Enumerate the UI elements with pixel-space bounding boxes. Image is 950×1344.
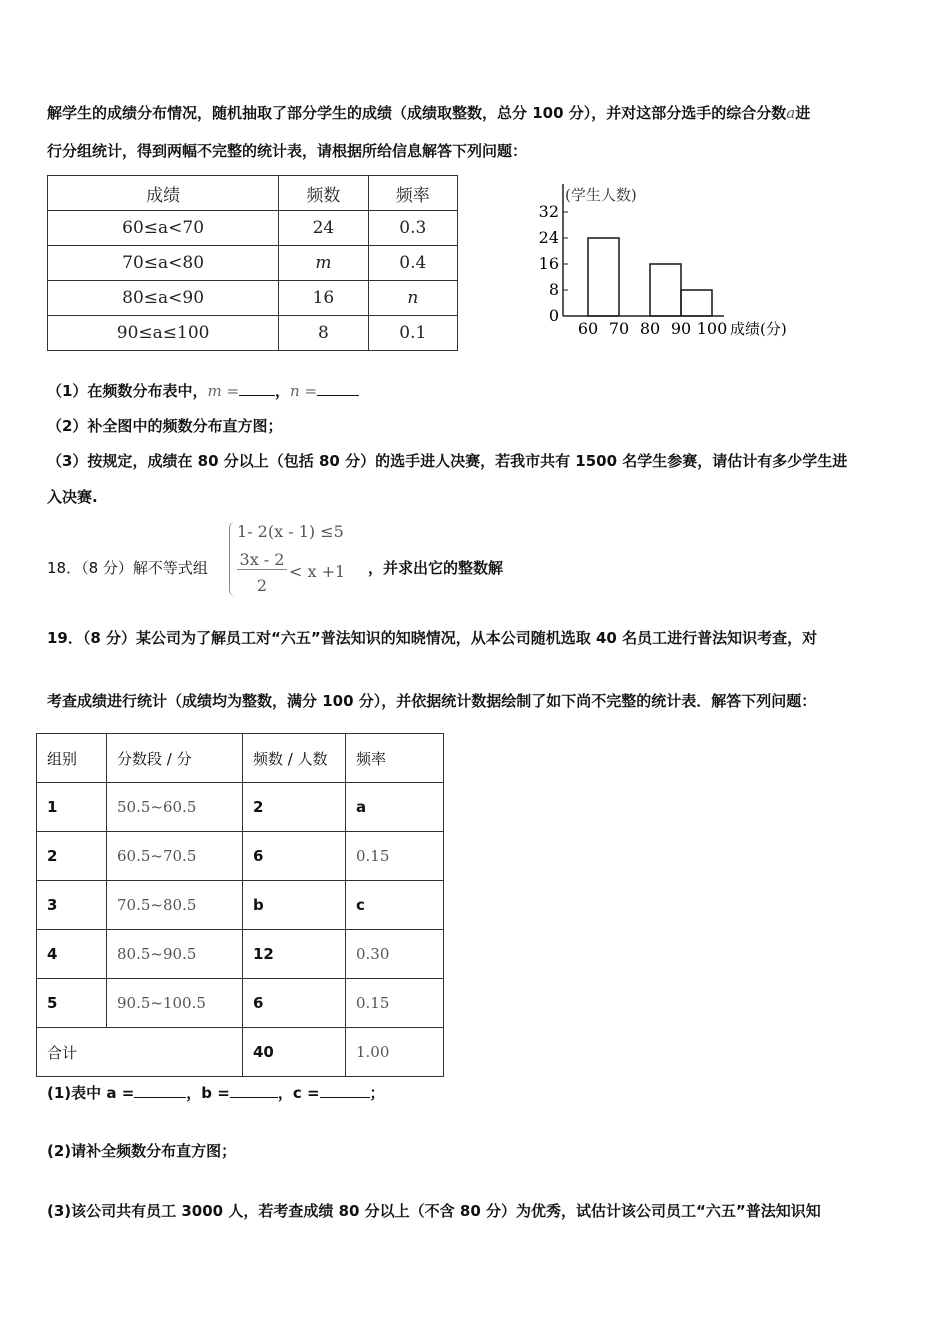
q19-sub1: (1)表中 a = ，b = ，c = ；: [47, 1084, 385, 1102]
x-tick-label: 90: [670, 319, 692, 338]
q17-part1: （1）在频数分布表中，m = ，n =: [47, 380, 359, 401]
header-cell: 频率: [346, 734, 444, 783]
header-cell: 频数 / 人数: [243, 734, 346, 783]
y-tick-label: 8: [548, 280, 559, 299]
cell: 70≤a<80: [48, 246, 279, 281]
q18-suffix: ，并求出它的整数解: [368, 559, 504, 577]
q19-sub2: (2)请补全频数分布直方图；: [47, 1142, 237, 1160]
q17-part3: （3）按规定，成绩在 80 分以上（包括 80 分）的选手进人决赛，若我市共有 1500 名学生参赛，请估计有多少学生进: [47, 452, 848, 470]
cell: 2: [243, 783, 346, 832]
inequality-system: [229, 520, 359, 598]
table-row: [37, 1028, 444, 1077]
cell: 12: [243, 930, 346, 979]
cell: 合计: [37, 1028, 243, 1077]
histogram-bar: [681, 290, 712, 316]
inequality-2-rhs: < x +1: [289, 562, 346, 581]
cell: 90.5~100.5: [107, 979, 243, 1028]
x-tick-label: 60: [577, 319, 599, 338]
histogram: [520, 170, 820, 350]
y-tick-label: 32: [538, 202, 559, 221]
cell: 6: [243, 832, 346, 881]
table-row: [37, 881, 444, 930]
q17-part2: （2）补全图中的频数分布直方图；: [47, 417, 283, 435]
table-row: [37, 930, 444, 979]
cell: 40: [243, 1028, 346, 1077]
cell: 1.00: [346, 1028, 444, 1077]
cell: n: [368, 281, 457, 316]
table-row: [48, 281, 458, 316]
cell: 50.5~60.5: [107, 783, 243, 832]
cell: 4: [37, 930, 107, 979]
cell: 60.5~70.5: [107, 832, 243, 881]
y-tick-label: 16: [538, 254, 559, 273]
intro-line-2: 行分组统计，得到两幅不完整的统计表，请根据所给信息解答下列问题：: [47, 142, 528, 160]
cell: 0.15: [346, 832, 444, 881]
cell: 80≤a<90: [48, 281, 279, 316]
q19-sub3: (3)该公司共有员工 3000 人，若考查成绩 80 分以上（不含 80 分）为优秀，试估计该公司员工“六五”普法知识知: [47, 1202, 821, 1220]
cell: 90≤a≤100: [48, 316, 279, 351]
cell: 2: [37, 832, 107, 881]
cell: 6: [243, 979, 346, 1028]
inequality-1: 1- 2(x - 1) ≤5: [237, 522, 344, 541]
q18-prefix: 18．（8 分）解不等式组: [47, 559, 208, 577]
fraction-denominator: 2: [256, 576, 268, 595]
cell: m: [279, 246, 368, 281]
q19-line-1: 19．（8 分）某公司为了解员工对“六五”普法知识的知晓情况，从本公司随机选取 40 名员工进行普法知识考查，对: [47, 629, 818, 647]
histogram-bar: [650, 264, 681, 316]
cell: b: [243, 881, 346, 930]
header-cell: 成绩: [48, 176, 279, 211]
cell: 0.3: [368, 211, 457, 246]
q19-line-2: 考查成绩进行统计（成绩均为整数，满分 100 分），并依据统计数据绘制了如下尚不完整的统计表．解答下列问题：: [47, 692, 817, 710]
x-tick-label: 70: [608, 319, 630, 338]
header-cell: 分数段 / 分: [107, 734, 243, 783]
table-row: [37, 979, 444, 1028]
y-axis-label: (学生人数): [565, 186, 637, 204]
cell: 8: [279, 316, 368, 351]
table-row: [37, 783, 444, 832]
cell: 24: [279, 211, 368, 246]
cell: 16: [279, 281, 368, 316]
table-row: [48, 211, 458, 246]
x-tick-label: 100: [696, 319, 728, 338]
employee-score-table: [36, 733, 444, 1077]
cell: 0.1: [368, 316, 457, 351]
cell: c: [346, 881, 444, 930]
cell: a: [346, 783, 444, 832]
cell: 80.5~90.5: [107, 930, 243, 979]
score-frequency-table: [47, 175, 458, 351]
cell: 1: [37, 783, 107, 832]
header-cell: 组别: [37, 734, 107, 783]
cell: 70.5~80.5: [107, 881, 243, 930]
table-row: [37, 832, 444, 881]
table-row: [48, 316, 458, 351]
header-cell: 频数: [279, 176, 368, 211]
histogram-bar: [588, 238, 619, 316]
y-tick-label: 24: [538, 228, 559, 247]
intro-line-1: 解学生的成绩分布情况，随机抽取了部分学生的成绩（成绩取整数，总分 100 分），并对这部分选手的综合分数a进: [47, 104, 811, 122]
fraction-numerator: 3x - 2: [237, 550, 287, 570]
q17-part3-cont: 入决赛.: [47, 488, 98, 506]
table-row: [48, 246, 458, 281]
cell: 0.15: [346, 979, 444, 1028]
cell: 0.4: [368, 246, 457, 281]
x-tick-label: 80: [639, 319, 661, 338]
cell: 5: [37, 979, 107, 1028]
cell: 60≤a<70: [48, 211, 279, 246]
x-axis-label: 成绩(分): [730, 320, 787, 338]
header-cell: 频率: [368, 176, 457, 211]
cell: 0.30: [346, 930, 444, 979]
y-tick-label: 0: [548, 306, 559, 325]
cell: 3: [37, 881, 107, 930]
